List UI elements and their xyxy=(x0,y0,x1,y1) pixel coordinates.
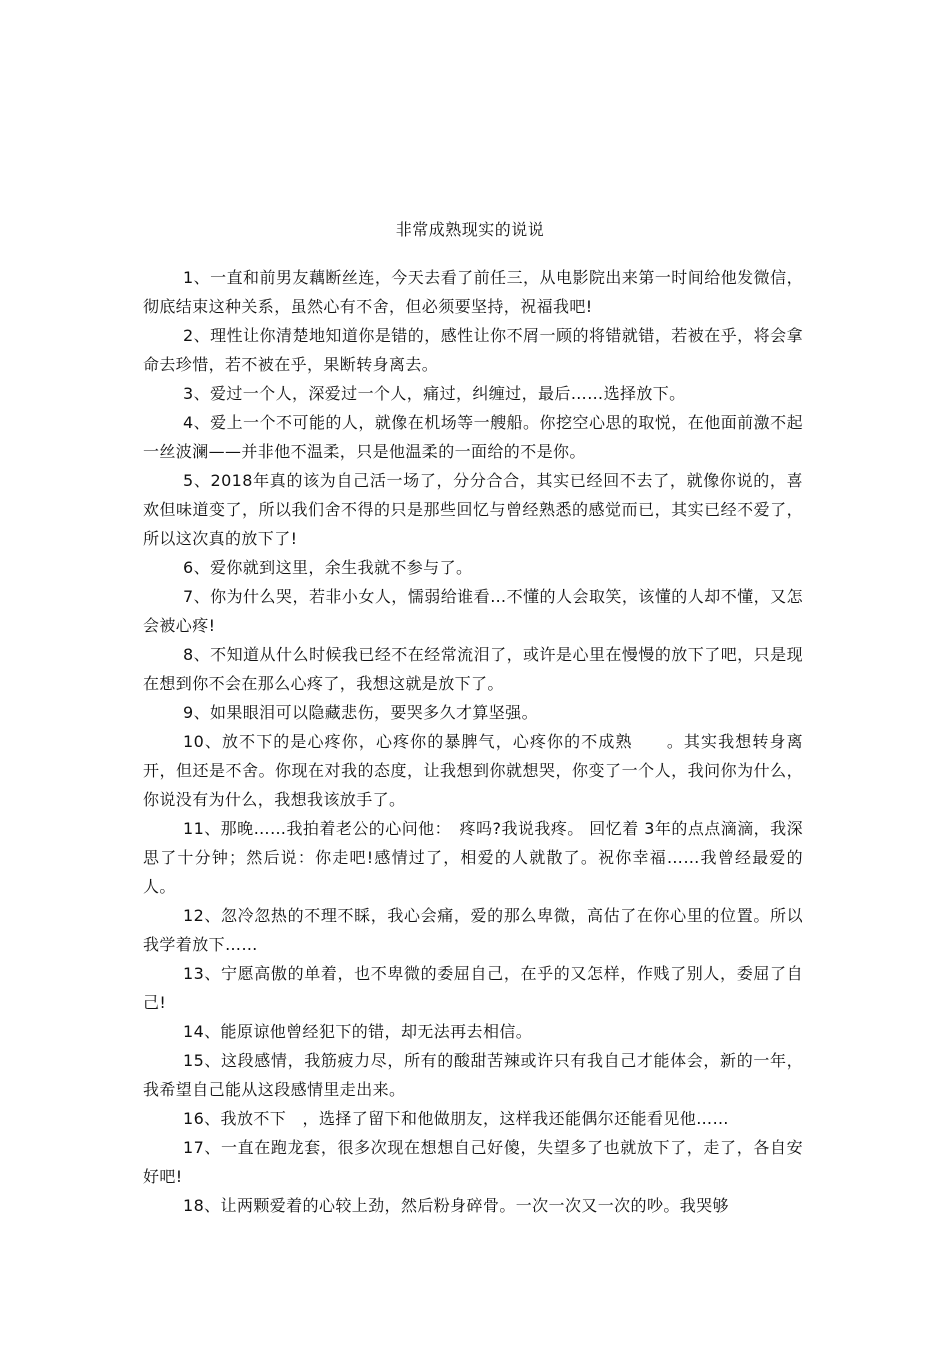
paragraph-14: 14、能原谅他曾经犯下的错，却无法再去相信。 xyxy=(183,1022,533,1041)
document-body xyxy=(143,263,803,1220)
paragraph-18: 18、让两颗爱着的心较上劲，然后粉身碎骨。一次一次又一次的吵。我哭够 xyxy=(183,1196,729,1215)
paragraph-6: 6、爱你就到这里，余生我就不参与了。 xyxy=(183,558,473,577)
paragraph-10: 10、放不下的是心疼你，心疼你的暴脾气，心疼你的不成熟 。其实我想转身离开，但还是不舍。你现在对我的态度，让我想到你就想哭，你变了一个人，我问你为什么，你说没有为什么，我想我该放手了。 xyxy=(143,732,803,809)
paragraph-16: 16、我放不下 ，选择了留下和他做朋友，这样我还能偶尔还能看见他…… xyxy=(183,1109,729,1128)
paragraph-9: 9、如果眼泪可以隐藏悲伤，要哭多久才算坚强。 xyxy=(183,703,538,722)
paragraph-4: 4、爱上一个不可能的人，就像在机场等一艘船。你挖空心思的取悦，在他面前激不起一丝波澜——并非他不温柔，只是他温柔的一面给的不是你。 xyxy=(143,413,803,461)
paragraph-17: 17、一直在跑龙套，很多次现在想想自己好傻，失望多了也就放下了，走了，各自安好吧! xyxy=(143,1138,803,1186)
paragraph-3: 3、爱过一个人，深爱过一个人，痛过，纠缠过，最后……选择放下。 xyxy=(183,384,686,403)
paragraph-5: 5、2018年真的该为自己活一场了，分分合合，其实已经回不去了，就像你说的，喜欢但味道变了，所以我们舍不得的只是那些回忆与曾经熟悉的感觉而已，其实已经不爱了，所以这次真的放下了! xyxy=(143,471,803,548)
paragraph-13: 13、宁愿高傲的单着，也不卑微的委屈自己，在乎的又怎样，作贱了别人，委屈了自己! xyxy=(143,964,803,1012)
paragraph-8: 8、不知道从什么时候我已经不在经常流泪了，或许是心里在慢慢的放下了吧，只是现在想到你不会在那么心疼了，我想这就是放下了。 xyxy=(143,645,803,693)
paragraph-7: 7、你为什么哭，若非小女人，懦弱给谁看…不懂的人会取笑，该懂的人却不懂，又怎会被心疼! xyxy=(143,587,803,635)
paragraph-2: 2、理性让你清楚地知道你是错的，感性让你不屑一顾的将错就错，若被在乎，将会拿命去珍惜，若不被在乎，果断转身离去。 xyxy=(143,326,803,374)
paragraph-1: 1、一直和前男友藕断丝连，今天去看了前任三，从电影院出来第一时间给他发微信，彻底结束这种关系，虽然心有不舍，但必须要坚持，祝福我吧! xyxy=(143,268,803,316)
paragraph-12: 12、忽冷忽热的不理不睬，我心会痛，爱的那么卑微，高估了在你心里的位置。所以我学着放下…… xyxy=(143,906,803,954)
document-title: 非常成熟现实的说说 xyxy=(395,220,545,239)
paragraph-15: 15、这段感情，我筋疲力尽，所有的酸甜苦辣或许只有我自己才能体会，新的一年，我希望自己能从这段感情里走出来。 xyxy=(143,1051,803,1099)
paragraph-11: 11、那晚……我拍着老公的心问他： 疼吗?我说我疼。 回忆着 3年的点点滴滴，我深思了十分钟；然后说：你走吧!感情过了，相爱的人就散了。祝你幸福……我曾经最爱的人。 xyxy=(143,819,803,896)
